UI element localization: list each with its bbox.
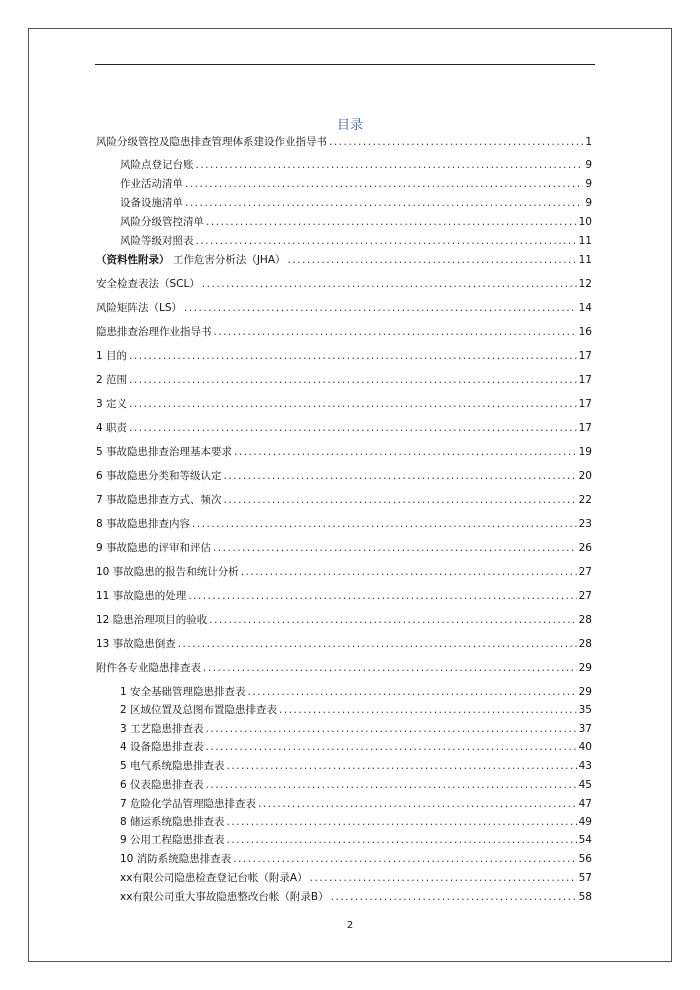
toc-entry-page: 49 [578, 816, 592, 828]
toc-entry-page: 40 [578, 741, 592, 753]
toc-entry-page: 9 [585, 178, 592, 190]
toc-entry[interactable] [120, 211, 592, 229]
toc-dot-leader [196, 158, 584, 172]
toc-entry-label-text: 5 电气系统隐患排查表 [120, 760, 225, 772]
toc-entry-label-text: xx有限公司隐患检查登记台帐（附录A） [120, 872, 308, 884]
toc-entry-label-text: 11 事故隐患的处理 [96, 590, 187, 602]
toc-entry[interactable] [96, 417, 592, 435]
toc-dot-leader [178, 637, 577, 651]
toc-dot-leader [196, 234, 577, 248]
toc-entry-label-text: 风险等级对照表 [120, 235, 194, 247]
toc-dot-leader [192, 517, 577, 531]
toc-dot-leader [233, 852, 576, 866]
toc-entry-label [120, 759, 227, 773]
toc-entry[interactable] [120, 886, 592, 904]
toc-entry-page: 37 [578, 723, 592, 735]
toc-entry-label-text: 1 安全基础管理隐患排查表 [120, 686, 246, 698]
toc-entry-page: 17 [578, 422, 592, 434]
page-number: 2 [346, 920, 354, 931]
toc-entry[interactable] [96, 537, 592, 555]
toc-entry[interactable] [120, 829, 592, 847]
toc-entry-page: 14 [578, 302, 592, 314]
toc-entry-page: 29 [578, 686, 592, 698]
toc-entry-label-text: 10 事故隐患的报告和统计分析 [96, 566, 239, 578]
toc-entry-label-text: 7 危险化学品管理隐患排查表 [120, 798, 257, 810]
toc-dot-leader [185, 177, 583, 191]
toc-dot-leader [213, 541, 577, 555]
toc-entry[interactable] [96, 369, 592, 387]
toc-entry[interactable] [96, 513, 592, 531]
toc-entry[interactable] [120, 154, 592, 172]
toc-entry-label-text: 12 隐患治理项目的验收 [96, 614, 208, 626]
toc-entry-label-text: 3 工艺隐患排查表 [120, 723, 204, 735]
toc-entry-page: 11 [578, 235, 592, 247]
toc-entry-page: 9 [585, 159, 592, 171]
toc-entry-label [120, 234, 196, 248]
toc-entry-label-text: 3 定义 [96, 398, 128, 410]
toc-entry-page: 17 [578, 398, 592, 410]
toc-entry-label [120, 196, 185, 210]
toc-entry[interactable] [96, 131, 592, 149]
toc-entry-label-text: 隐患排查治理作业指导书 [96, 326, 212, 338]
toc-entry-label-text: 2 范围 [96, 374, 128, 386]
toc-entry-label-text: 7 事故隐患排查方式、频次 [96, 494, 222, 506]
toc-entry[interactable] [96, 249, 592, 267]
toc-dot-leader [203, 661, 577, 675]
toc-entry-page: 45 [578, 779, 592, 791]
toc-entry-page: 28 [578, 638, 592, 650]
toc-entry-label [96, 589, 188, 603]
toc-entry-label [120, 890, 331, 904]
toc-entry-page: 12 [578, 278, 592, 290]
toc-entry[interactable] [96, 585, 592, 603]
toc-entry-label [96, 637, 178, 651]
toc-entry-label [96, 421, 129, 435]
toc-entry-label-text: 附件各专业隐患排查表 [96, 662, 201, 674]
toc-entry-label-text: 5 事故隐患排查治理基本要求 [96, 446, 233, 458]
toc-dot-leader [227, 815, 577, 829]
toc-entry-page: 58 [578, 891, 592, 903]
toc-entry[interactable] [120, 867, 592, 885]
toc-entry-label [120, 871, 310, 885]
toc-entry[interactable] [96, 657, 592, 675]
toc-dot-leader [288, 253, 577, 267]
toc-entry[interactable] [120, 681, 592, 699]
toc-entry-label [96, 397, 129, 411]
toc-entry-label-text: 安全检查表法（SCL） [96, 278, 200, 290]
toc-entry-label [96, 469, 224, 483]
toc-dot-leader [224, 469, 577, 483]
toc-dot-leader [248, 685, 577, 699]
toc-dot-leader [129, 397, 577, 411]
toc-entry[interactable] [96, 441, 592, 459]
toc-dot-leader [329, 135, 583, 149]
toc-entry[interactable] [120, 699, 592, 717]
toc-dot-leader [129, 373, 577, 387]
toc-entry-label-text: 风险分级管控及隐患排查管理体系建设作业指导书 [96, 136, 327, 148]
toc-entry-label [120, 215, 206, 229]
toc-dot-leader [227, 759, 577, 773]
toc-entry-page: 17 [578, 374, 592, 386]
toc-dot-leader [129, 349, 577, 363]
toc-entry[interactable] [96, 345, 592, 363]
toc-entry-label [96, 301, 184, 315]
toc-entry-label-text: 风险点登记台账 [120, 159, 194, 171]
toc-entry-label [96, 661, 203, 675]
toc-entry[interactable] [96, 321, 592, 339]
toc-entry[interactable] [120, 774, 592, 792]
toc-entry-label-text: 1 目的 [96, 350, 128, 362]
toc-entry-page: 28 [578, 614, 592, 626]
toc-entry-page: 23 [578, 518, 592, 530]
toc-entry-label [120, 778, 206, 792]
toc-entry-page: 56 [578, 853, 592, 865]
toc-entry[interactable] [96, 609, 592, 627]
toc-entry-label-text: 设备设施清单 [120, 197, 183, 209]
toc-entry-label-text: 6 事故隐患分类和等级认定 [96, 470, 222, 482]
toc-entry-page: 27 [578, 590, 592, 602]
toc-entry-label [120, 703, 279, 717]
toc-entry-label [120, 685, 248, 699]
toc-entry-page: 16 [578, 326, 592, 338]
toc-entry-page: 54 [578, 834, 592, 846]
toc-entry[interactable] [120, 755, 592, 773]
toc-entry-label-bold: （资料性附录） [96, 254, 170, 266]
toc-dot-leader [184, 301, 577, 315]
toc-entry-page: 19 [578, 446, 592, 458]
toc-entry[interactable] [96, 297, 592, 315]
toc-entry-label-text: 作业活动清单 [120, 178, 183, 190]
toc-entry[interactable] [120, 793, 592, 811]
toc-entry-label [96, 349, 129, 363]
toc-entry-label-text: xx有限公司重大事故隐患整改台帐（附录B） [120, 891, 329, 903]
toc-entry[interactable] [120, 848, 592, 866]
toc-entry-label [96, 613, 209, 627]
toc-entry-label [96, 565, 241, 579]
toc-dot-leader [224, 493, 577, 507]
toc-entry[interactable] [120, 736, 592, 754]
toc-entry-page: 27 [578, 566, 592, 578]
toc-entry[interactable] [120, 718, 592, 736]
toc-dot-leader [129, 421, 577, 435]
toc-entry-page: 20 [578, 470, 592, 482]
toc-entry-label [96, 277, 202, 291]
toc-entry-page: 17 [578, 350, 592, 362]
toc-entry-label-text: 8 事故隐患排查内容 [96, 518, 191, 530]
toc-dot-leader [206, 215, 577, 229]
toc-dot-leader [188, 589, 576, 603]
toc-dot-leader [279, 703, 577, 717]
toc-entry[interactable] [96, 465, 592, 483]
toc-dot-leader [214, 325, 577, 339]
toc-dot-leader [234, 445, 577, 459]
toc-entry-page: 1 [585, 136, 592, 148]
toc-dot-leader [185, 196, 583, 210]
toc-entry-label [96, 445, 234, 459]
toc-entry-label-text: 4 职责 [96, 422, 128, 434]
header-rule [95, 64, 595, 65]
toc-entry-label-text: 工作危害分析法（JHA） [169, 254, 286, 266]
toc-entry[interactable] [120, 811, 592, 829]
toc-entry-label [120, 833, 227, 847]
toc-entry-label-text: 10 消防系统隐患排查表 [120, 853, 232, 865]
toc-entry-label [96, 253, 288, 267]
toc-entry-label [120, 852, 233, 866]
toc-entry-label-text: 13 事故隐患倒查 [96, 638, 176, 650]
toc-dot-leader [209, 613, 576, 627]
toc-entry[interactable] [120, 192, 592, 210]
toc-entry-label [120, 815, 227, 829]
toc-entry-label [96, 517, 192, 531]
toc-entry-page: 47 [578, 798, 592, 810]
toc-entry-page: 22 [578, 494, 592, 506]
toc-entry-label [96, 493, 224, 507]
toc-entry-page: 29 [578, 662, 592, 674]
toc-dot-leader [206, 778, 577, 792]
toc-entry-label [120, 722, 206, 736]
toc-dot-leader [206, 722, 577, 736]
toc-dot-leader [227, 833, 577, 847]
toc-entry-label [96, 541, 213, 555]
toc-dot-leader [202, 277, 577, 291]
toc-entry-page: 10 [578, 216, 592, 228]
toc-dot-leader [331, 890, 577, 904]
toc-dot-leader [241, 565, 577, 579]
toc-entry-page: 26 [578, 542, 592, 554]
toc-entry-page: 43 [578, 760, 592, 772]
toc-dot-leader [206, 740, 577, 754]
toc-entry[interactable] [120, 173, 592, 191]
toc-entry[interactable] [96, 561, 592, 579]
toc-entry-page: 57 [578, 872, 592, 884]
toc-entry-page: 11 [578, 254, 592, 266]
toc-entry-label [96, 325, 214, 339]
toc-entry[interactable] [96, 489, 592, 507]
toc-entry-label-text: 9 事故隐患的评审和评估 [96, 542, 212, 554]
toc-entry-label [120, 177, 185, 191]
toc-entry-label [120, 740, 206, 754]
toc-entry-label [120, 797, 258, 811]
toc-title: 目录 [336, 118, 363, 133]
toc-entry-label-text: 8 储运系统隐患排查表 [120, 816, 225, 828]
toc-entry[interactable] [96, 633, 592, 651]
toc-entry-label-text: 2 区域位置及总图布置隐患排查表 [120, 704, 278, 716]
toc-entry-page: 35 [578, 704, 592, 716]
toc-entry[interactable] [120, 230, 592, 248]
toc-entry-label-text: 9 公用工程隐患排查表 [120, 834, 225, 846]
toc-entry-page: 9 [585, 197, 592, 209]
toc-entry-label-text: 风险分级管控清单 [120, 216, 204, 228]
toc-entry[interactable] [96, 393, 592, 411]
toc-dot-leader [310, 871, 577, 885]
toc-dot-leader [258, 797, 577, 811]
toc-entry-label [120, 158, 196, 172]
toc-entry-label-text: 6 仪表隐患排查表 [120, 779, 204, 791]
toc-entry[interactable] [96, 273, 592, 291]
toc-entry-label [96, 135, 329, 149]
toc-entry-label-text: 风险矩阵法（LS） [96, 302, 183, 314]
toc-entry-label-text: 4 设备隐患排查表 [120, 741, 204, 753]
toc-entry-label [96, 373, 129, 387]
